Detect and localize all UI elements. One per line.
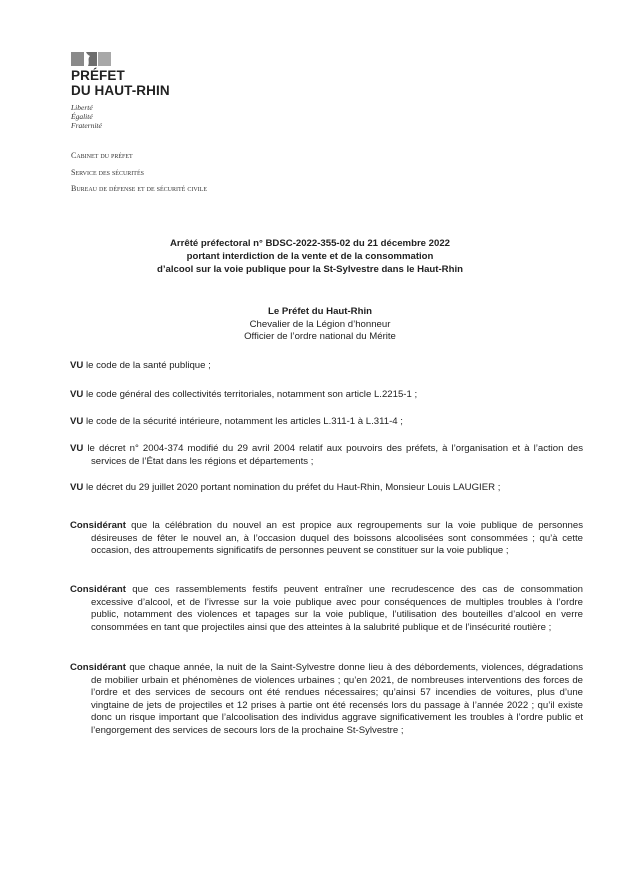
vu-lead: VU xyxy=(70,443,84,454)
arrete-title-line-2: portant interdiction de la vente et de la consommation xyxy=(186,251,434,262)
devise-liberte: Liberté xyxy=(71,103,93,112)
devise-egalite: Égalité xyxy=(71,112,93,121)
considerant-lead: Considérant xyxy=(70,584,126,595)
service-cabinet: Cabinet du préfet xyxy=(71,151,133,160)
prefet-line-2: DU HAUT-RHIN xyxy=(71,83,170,98)
considerant-lead: Considérant xyxy=(70,662,126,673)
vu-text: le code de la santé publique ; xyxy=(83,360,211,371)
service-securites: Service des sécurités xyxy=(71,167,144,177)
vu-paragraph xyxy=(70,482,583,495)
considerant-paragraph xyxy=(70,520,583,558)
service-bureau: Bureau de défense et de sécurité civile xyxy=(71,184,207,193)
prefet-title-2: Officier de l’ordre national du Mérite xyxy=(244,331,396,342)
vu-text: le décret n° 2004-374 modifié du 29 avril 2004 relatif aux pouvoirs des préfets, à l’organisation et à l’action des services de l’État dans les régions et départements ; xyxy=(83,443,583,467)
considerant-text: que chaque année, la nuit de la Saint-Sylvestre donne lieu à des débordements, violences, dégradations de mobilier urbain et phénomènes de violences urbaines ; qu’en 2021, de nombreuses interventions des forces de l’ordre et des services de secours ont été rendues nécessaires; qu’ainsi 57 incendies de voitures, plus d’une vingtaine de jets de projectiles et 12 prises à partie ont été recensés lors du passage à l’année 2022 ; qu’il existe donc un risque important que l’alcoolisation des individus aggrave significativement les troubles à l’ordre public et l’engorgement des services de secours lors de la prochaine St-Sylvestre ; xyxy=(91,662,583,736)
considerant-text: que ces rassemblements festifs peuvent entraîner une recrudescence des cas de consommation excessive d’alcool, et de l’ivresse sur la voie publique avec pour conséquences de multiples troubles à l’ordre public, notamment des violences et tapages sur la voie publique, l’utilisation des bouteilles d’alcool en verre consommées en tant que projectiles ainsi que des atteintes à la salubrité publique et de l’insécurité routière ; xyxy=(91,584,583,633)
prefet-title xyxy=(71,68,271,98)
considerant-text: que la célébration du nouvel an est propice aux regroupements sur la voie publique de personnes désireuses de fêter le nouvel an, à l’occasion duquel des boissons alcoolisées sont consommées ; qu’à cette occasion, des attroupements significatifs de personnes peuvent se constituer sur la voie publique ; xyxy=(91,520,583,556)
vu-paragraph xyxy=(70,360,562,373)
vu-paragraph xyxy=(70,389,562,402)
vu-paragraph xyxy=(70,443,583,468)
vu-paragraph xyxy=(70,416,562,429)
arrete-title-line-1: Arrêté préfectoral n° BDSC-2022-355-02 du 21 décembre 2022 xyxy=(169,238,451,249)
marianne-logo-icon xyxy=(71,52,111,66)
devise xyxy=(71,103,102,130)
prefet-name: Le Préfet du Haut-Rhin xyxy=(268,306,372,317)
vu-lead: VU xyxy=(70,416,84,427)
considerant-lead: Considérant xyxy=(70,520,126,531)
vu-lead: VU xyxy=(70,360,84,371)
prefet-signatory-block xyxy=(60,306,580,344)
vu-text: le décret du 29 juillet 2020 portant nomination du préfet du Haut-Rhin, Monsieur Louis LAUGIER ; xyxy=(83,482,501,493)
arrete-title-line-3: d’alcool sur la voie publique pour la St-Sylvestre dans le Haut-Rhin xyxy=(157,264,463,275)
devise-fraternite: Fraternité xyxy=(71,121,102,130)
vu-lead: VU xyxy=(70,389,84,400)
prefet-title-1: Chevalier de la Légion d’honneur xyxy=(249,318,391,330)
prefet-line-1: PRÉFET xyxy=(71,68,125,83)
vu-text: le code général des collectivités territoriales, notamment son article L.2215-1 ; xyxy=(83,389,418,400)
considerant-paragraph xyxy=(70,662,583,737)
vu-lead: VU xyxy=(70,482,84,493)
arrete-title xyxy=(60,237,560,276)
services-list xyxy=(71,148,207,198)
vu-text: le code de la sécurité intérieure, notamment les articles L.311-1 à L.311-4 ; xyxy=(83,416,403,427)
considerant-paragraph xyxy=(70,584,583,634)
